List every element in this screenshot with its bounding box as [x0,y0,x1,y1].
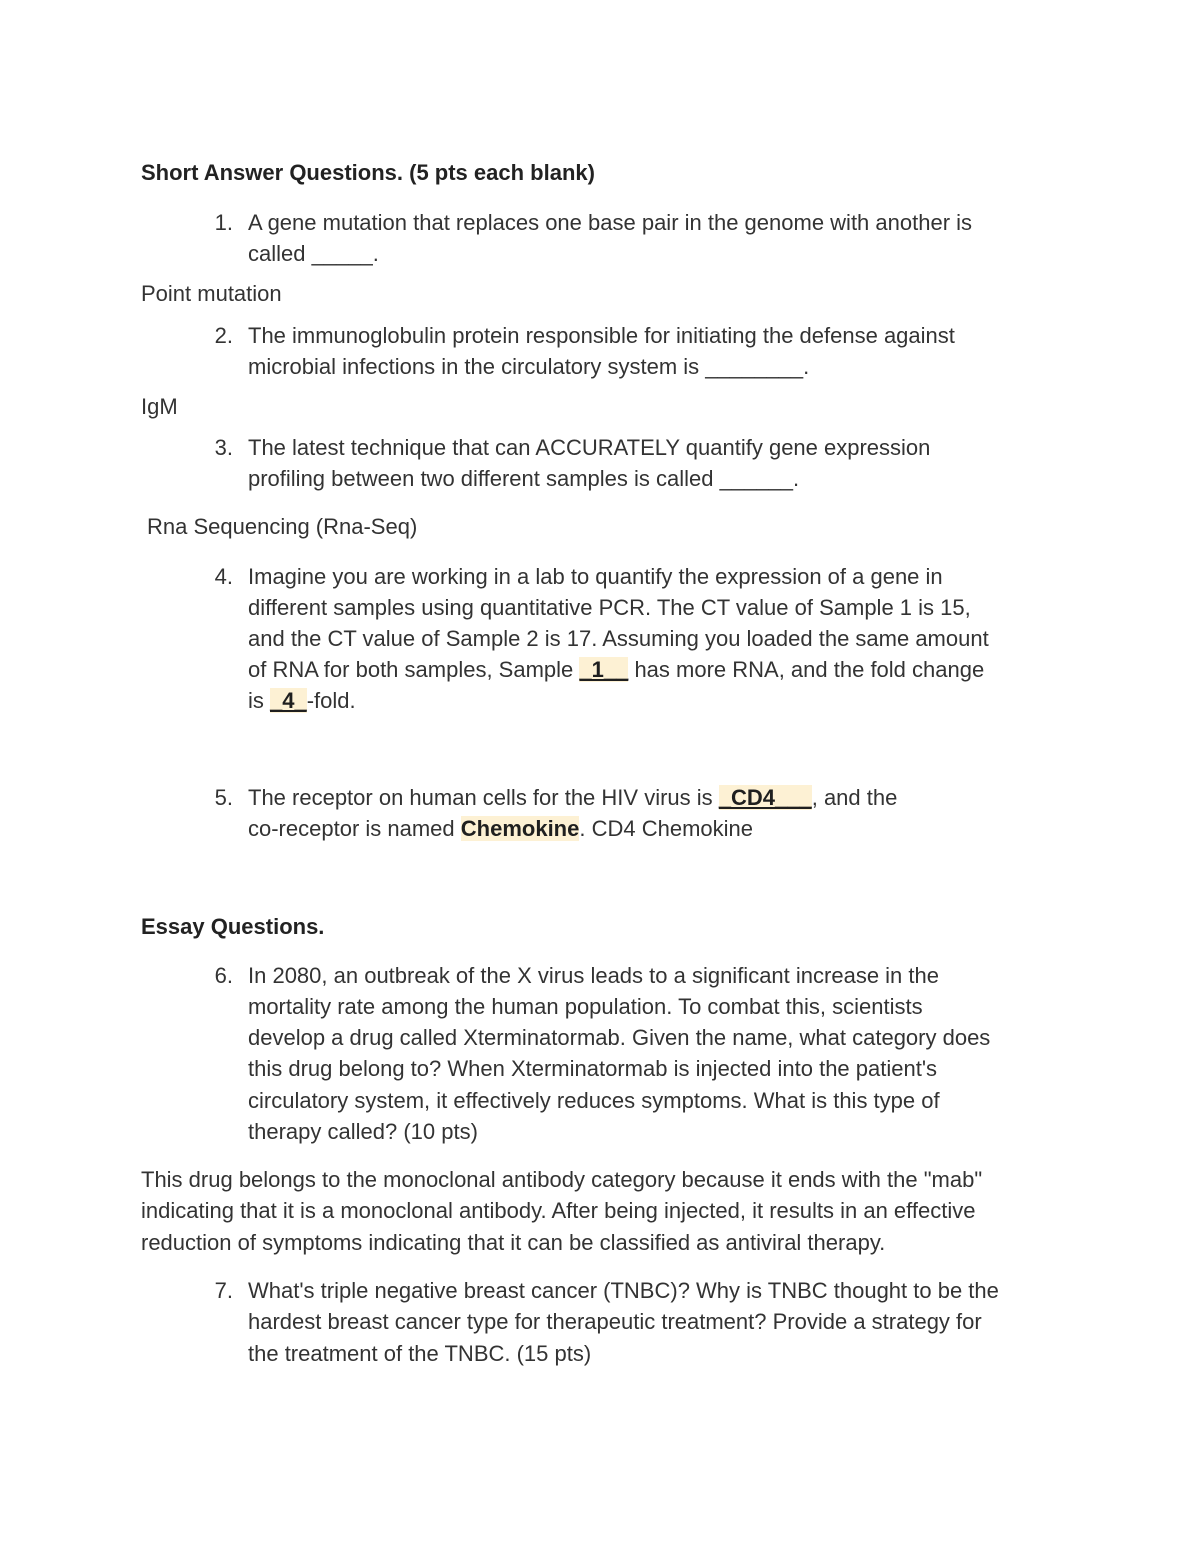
question-6-line: mortality rate among the human population. To combat this, scientists [248,994,923,1019]
question-7-line: hardest breast cancer type for therapeutic treatment? Provide a strategy for [248,1309,982,1334]
question-2-answer: IgM [141,394,178,419]
question-4-line-5-text-end: -fold. [306,688,356,713]
question-4-line-3: and the CT value of Sample 2 is 17. Assuming you loaded the same amount [248,626,989,651]
question-4-line-4 [248,654,984,685]
question-4-number: 4. [214,564,233,589]
question-7-line: What's triple negative breast cancer (TNBC)? Why is TNBC thought to be the [248,1278,999,1303]
question-3-number: 3. [214,435,233,460]
question-6-answer-line: reduction of symptoms indicating that it can be classified as antiviral therapy. [141,1230,886,1255]
question-7-line: the treatment of the TNBC. (15 pts) [248,1341,592,1366]
question-4-line-4-text: of RNA for both samples, Sample [248,657,580,682]
question-6-number: 6. [214,963,233,988]
question-7-number: 7. [214,1278,233,1303]
question-4-line-5-text: is [248,688,270,713]
question-5-line-1-text: The receptor on human cells for the HIV virus is [248,785,719,810]
question-5-line-2-text-end: . CD4 Chemokine [579,816,753,841]
question-4-line-5 [248,685,356,716]
question-6-line: In 2080, an outbreak of the X virus leads to a significant increase in the [248,963,939,988]
question-5-number: 5. [214,785,233,810]
question-2-line-2: microbial infections in the circulatory system is ________. [248,354,810,379]
question-6-line: develop a drug called Xterminatormab. Given the name, what category does [248,1025,991,1050]
essay-heading: Essay Questions. [141,914,325,939]
question-1-line-1: A gene mutation that replaces one base pair in the genome with another is [248,210,973,235]
question-6-answer-line: indicating that it is a monoclonal antibody. After being injected, it results in an effective [141,1198,976,1223]
question-4-sample-answer: _1__ [579,657,629,682]
question-2-number: 2. [214,323,233,348]
question-1-answer: Point mutation [141,281,282,306]
question-4-line-1: Imagine you are working in a lab to quantify the expression of a gene in [248,564,943,589]
question-5-line-1-text-end: , and the [811,785,898,810]
short-answer-heading: Short Answer Questions. (5 pts each blank) [141,160,595,185]
question-1-line-2: called _____. [248,241,379,266]
question-3-line-1: The latest technique that can ACCURATELY quantify gene expression [248,435,931,460]
question-3-answer: Rna Sequencing (Rna-Seq) [147,514,418,539]
question-4-line-4-text-end: has more RNA, and the fold change [628,657,985,682]
question-6-line: this drug belong to? When Xterminatormab is injected into the patient's [248,1056,938,1081]
question-5-line-2-text: co-receptor is named [248,816,461,841]
question-1-number: 1. [214,210,233,235]
question-5-receptor-answer: _CD4___ [718,785,812,810]
question-6-answer-line: This drug belongs to the monoclonal antibody category because it ends with the "mab" [141,1167,983,1192]
question-5-line-2 [248,813,753,844]
question-2-line-1: The immunoglobulin protein responsible for initiating the defense against [248,323,955,348]
question-4-fold-answer: _4_ [270,688,307,713]
question-3-line-2: profiling between two different samples is called ______. [248,466,800,491]
question-5-coreceptor-answer: Chemokine [460,816,580,841]
question-5-line-1 [248,782,897,813]
question-6-line: therapy called? (10 pts) [248,1119,478,1144]
question-6-line: circulatory system, it effectively reduces symptoms. What is this type of [248,1088,940,1113]
question-4-line-2: different samples using quantitative PCR. The CT value of Sample 1 is 15, [248,595,971,620]
